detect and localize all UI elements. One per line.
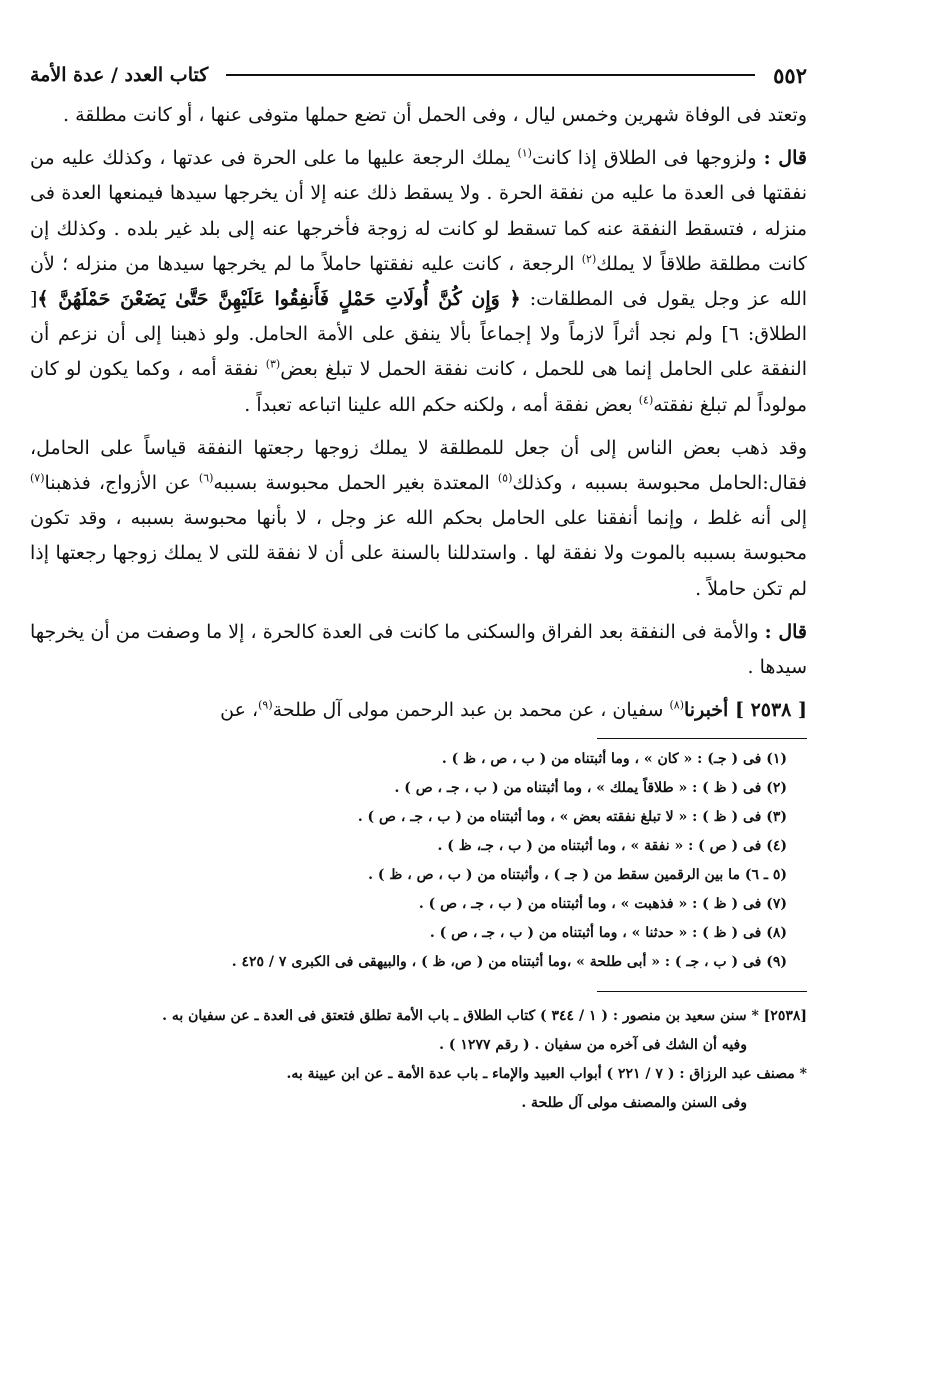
footnote-5-6: (٥ ـ ٦) ما بين الرقمين سقط من ( جـ ) ، وأثبتناه من ( ب ، ص ، ظ ) . [368, 867, 787, 884]
footnote-marker-3: (٣) [265, 358, 281, 372]
verse-reference: [ الطلاق: ٦] [30, 288, 807, 346]
source-2: * مصنف عبد الرزاق : ( ٧ / ٢٢١ ) أبواب العبيد والإماء ـ باب عدة الأمة ـ عن ابن عيينة به. [286, 1066, 807, 1083]
paragraph-1-text: وتعتد فى الوفاة شهرين وخمس ليال ، وفى الحمل أن تضع حملها متوفى عنها ، أو كانت مطلقة . [63, 104, 807, 126]
main-text [30, 98, 807, 728]
source-2-note: وفى السنن والمصنف مولى آل طلحة . [521, 1095, 747, 1112]
footnote-marker-5: (٥) [497, 471, 513, 485]
paragraph-1 [30, 98, 807, 133]
sources-rule [597, 991, 807, 992]
source-references [30, 1002, 807, 1118]
footnote-marker-8: (٨) [669, 698, 685, 712]
footnote-4: (٤) فى ( ص ) : « نفقة » ، وما أثبتناه من ( ب ، جـ، ظ ) . [437, 838, 787, 855]
paragraph-2-text-f: بعض نفقة أمه ، ولكنه حكم الله علينا اتباعه تعبداً . [244, 393, 633, 416]
footnote-9: (٩) فى ( ب ، جـ ) : « أبى طلحة » ،وما أثبتناه من ( ص، ظ ) ، والبيهقى فى الكبرى ٧ / ٤٢٥ . [231, 954, 787, 971]
quran-verse: ﴿ وَإِن كُنَّ أُولَاتِ حَمْلٍ فَأَنفِقُوا عَلَيْهِنَّ حَتَّىٰ يَضَعْنَ حَمْلَهُنَّ ﴾ [37, 288, 521, 311]
footnote-3: (٣) فى ( ظ ) : « لا تبلغ نفقته بعض » ، وما أثبتناه من ( ب ، جـ ، ص ) . [357, 809, 787, 826]
paragraph-3-text-c: عن الأزواج، فذهبنا [44, 472, 191, 495]
paragraph-2-text-a: ولزوجها فى الطلاق إذا كانت [531, 147, 757, 170]
paragraph-3-text-d: إلى أنه غلط ، وإنما أنفقنا على الحامل بحكم الله عز وجل ، لا بأنها محبوسة بسببه ، وقد تكون محبوسة بسببه بالموت ولا نفقة لها . واستدللنا بالسنة على أن لا نفقة للتى لا يملك زوجها رجعتها إذا لم تكن حاملاً . [30, 507, 807, 600]
paragraph-4-lead: قال : [764, 620, 807, 643]
footnote-2: (٢) فى ( ظ ) : « طلاقاً يملك » ، وما أثبتناه من ( ب ، جـ ، ص ) . [394, 780, 787, 797]
footnote-marker-7: (٧) [30, 471, 45, 485]
paragraph-2-text-b: يملك الرجعة عليها ما على الحرة فى عدتها ، وكذلك عليه من نفقتها فى العدة ما عليه من نفقة الحرة . ولا يسقط ذلك عنه إلا أن يخرجها سيدها فيمنعها العدة فى منزله ، فتسقط النفقة عنه كما تسقط لو كانت له زوجة فأخرجها عنه إلى بلد غير بلده . وكذلك إن كانت مطلقة طلاقاً لا يملك [30, 147, 807, 275]
paragraph-4 [30, 615, 807, 685]
header-rule [226, 74, 755, 76]
footnote-7: (٧) فى ( ظ ) : « فذهبت » ، وما أثبتناه من ( ب ، جـ ، ص ) . [418, 896, 787, 913]
paragraph-5-text-b: سفيان ، عن محمد بن عبد الرحمن مولى آل طلحة [272, 699, 664, 722]
paragraph-2-text-e: نفقة أمه ، وكما يكون لو كان مولوداً لم تبلغ نفقته [30, 358, 807, 416]
paragraph-4-text: والأمة فى النفقة بعد الفراق والسكنى ما كانت فى العدة كالحرة ، إلا ما وصفت من أن يخرجها سيدها . [30, 620, 807, 679]
paragraph-3-text-b: المعتدة بغير الحمل محبوسة بسببه [213, 472, 490, 495]
paragraph-2-text-d: ولم نجد أثراً لازماً ولا إجماعاً بألا ينفق على الأمة الحامل. ولو ذهبنا إلى أن نزعم أن النفقة على الحامل إنما هى للحمل ، كانت نفقة الحمل لا تبلغ بعض [30, 323, 807, 381]
footnote-rule [597, 738, 807, 739]
footnote-marker-4: (٤) [638, 393, 654, 407]
footnote-marker-6: (٦) [198, 471, 214, 485]
paragraph-2-lead: قال : [763, 147, 807, 170]
paragraph-3 [30, 431, 807, 607]
footnotes [30, 745, 787, 977]
footnote-8: (٨) فى ( ظ ) : « حدثنا » ، وما أثبتناه من ( ب ، جـ ، ص ) . [429, 925, 787, 942]
footnote-1: (١) فى ( جـ) : « كان » ، وما أثبتناه من ( ب ، ص ، ظ ) . [441, 751, 787, 768]
paragraph-2-text-c: الرجعة ، كانت عليه نفقتها حاملاً ما لم يخرجها سيدها من منزله ؛ لأن الله عز وجل يقول فى المطلقات: [30, 252, 807, 311]
page-number: ٥٥٢ [773, 62, 807, 88]
paragraph-2 [30, 141, 807, 423]
running-title: كتاب العدد / عدة الأمة [30, 64, 209, 86]
source-1-note: وفيه أن الشك فى آخره من سفيان . ( رقم ١٢٧٧ ) . [439, 1037, 747, 1054]
footnote-marker-2: (٢) [581, 252, 597, 266]
hadith-number: [ ٢٥٣٨ ] أخبرنا [684, 699, 807, 722]
footnote-marker-9: (٩) [258, 698, 273, 712]
paragraph-5-text-c: ، عن [220, 699, 259, 722]
footnote-marker-1: (١) [517, 146, 532, 160]
page-header [30, 60, 807, 90]
paragraph-5 [30, 693, 807, 728]
paragraph-3-text-a: وقد ذهب بعض الناس إلى أن جعل للمطلقة لا يملك زوجها رجعتها النفقة قياساً على الحامل، فقال:الحامل محبوسة بسببه ، وكذلك [30, 436, 808, 495]
source-1: [٢٥٣٨] * سنن سعيد بن منصور : ( ١ / ٣٤٤ ) كتاب الطلاق ـ باب الأمة تطلق فتعتق فى العدة ـ عن سفيان به . [162, 1008, 807, 1025]
